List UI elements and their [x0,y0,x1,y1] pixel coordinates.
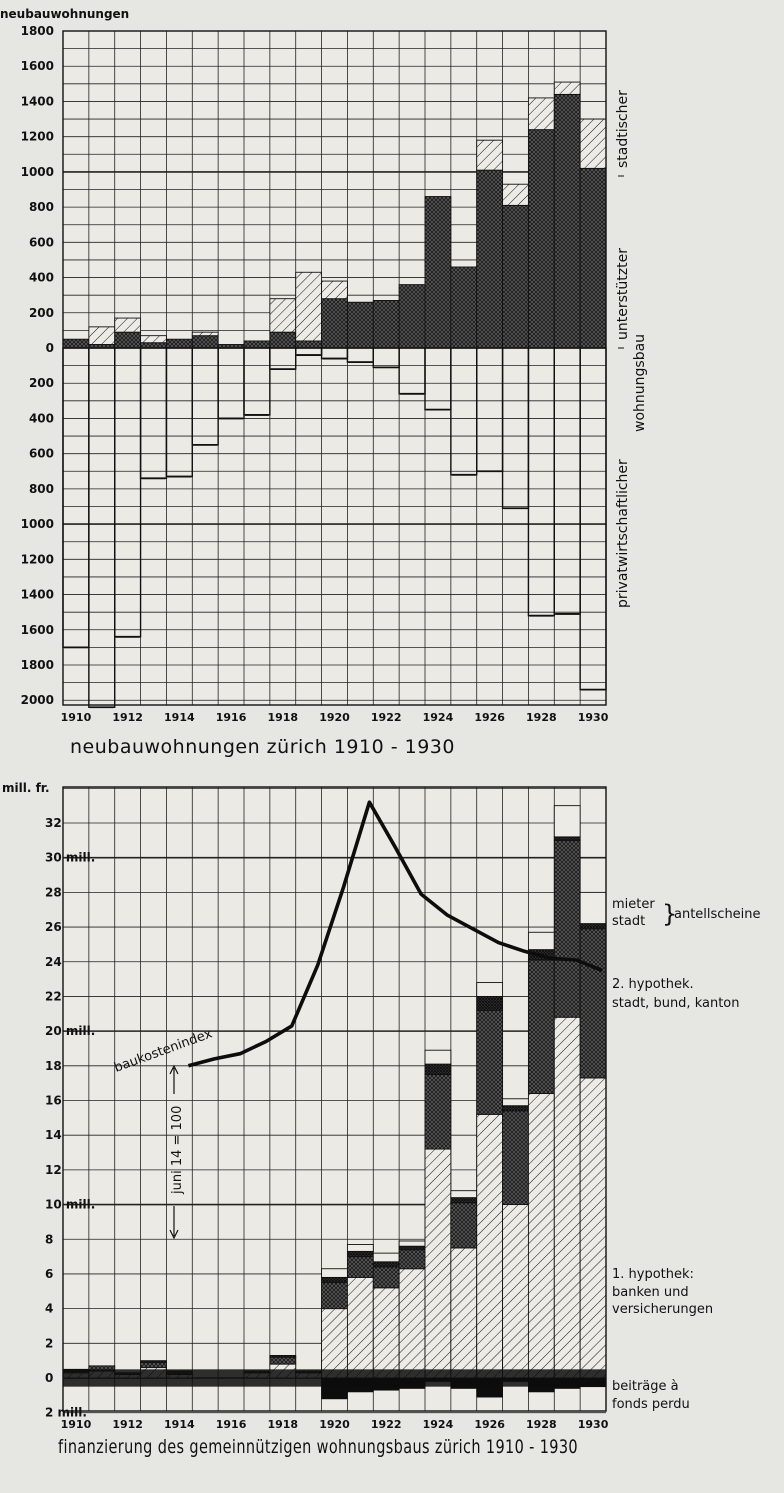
top-y-tick-label: 600 [28,235,54,250]
top-bar-segment [477,140,503,170]
top-bar-segment [296,341,322,348]
bottom-y-tick-label: 18 [45,1058,62,1073]
bottom-bar-segment [270,1355,296,1357]
bottom-bar-segment [528,932,554,949]
bottom-bar-segment [347,1277,373,1378]
legend-brace: } [662,900,678,928]
top-y-tick-label: 800 [28,481,54,496]
top-y-tick-label: 200 [28,305,54,320]
top-bar-segment [322,299,348,348]
legend-mieter: mieter [612,897,655,912]
top-bar-segment [554,82,580,94]
bottom-bar-segment [425,1064,451,1074]
bottom-bar-segment [399,1250,425,1269]
top-y-tick-label: 1200 [20,129,54,144]
bottom-bar-segment [399,1241,425,1246]
bottom-bar-segment [141,1362,167,1367]
top-y-tick-label: 0 [45,341,54,355]
bottom-y-tick-label: 30 mill. [45,850,96,865]
bottom-y-tick-label: 2 mill. [45,1405,87,1420]
bottom-bar-segment [322,1269,348,1278]
bottom-bar-segment [399,1269,425,1378]
top-y-tick-label: 400 [28,270,54,285]
bottom-y-tick-label: 8 [45,1232,54,1247]
bottom-zero-band [63,1369,606,1386]
bottom-x-tick-label: 1922 [370,1418,402,1431]
top-y-tick-label: 200 [28,376,54,391]
top-bar-segment [451,267,477,348]
bottom-bar-segment [477,983,503,997]
top-x-tick-label: 1912 [112,711,143,724]
bottom-bar-segment [322,1309,348,1378]
bottom-x-tick-label: 1912 [112,1418,143,1431]
top-y-tick-label: 1800 [20,24,54,38]
bottom-bar-segment [503,1106,529,1111]
legend-hyp1-line3: versicherungen [612,1302,714,1317]
top-bar-segment [63,339,89,348]
bottom-chart [2,781,609,1431]
bottom-bar-segment [477,996,503,1010]
top-bar-segment [296,272,322,341]
bottom-bar-segment [322,1283,348,1309]
top-bar-segment [89,327,115,345]
bottom-y-tick-label: mill. fr. [2,781,50,795]
bottom-bar-segment [270,1357,296,1364]
legend-beitraege-line2: fonds perdu [612,1397,690,1412]
bottom-bar-segment [425,1149,451,1378]
top-bar-segment [580,168,606,348]
top-y-tick-label: 1000 [20,517,54,532]
top-y-tick-label: 1000 [20,164,54,179]
top-ylabel: neubauwohnungen [0,7,130,21]
bottom-y-tick-label: 28 [45,885,62,900]
bottom-y-tick-label: 32 [45,816,62,830]
bottom-y-tick-label: 22 [45,989,62,1004]
legend-hyp1-line1: 1. hypothek: [612,1267,694,1282]
side-label-wohnungsbau-1: wohnungsbau [632,333,648,432]
top-plot-bg [63,31,606,705]
bottom-bar-segment [451,1198,477,1203]
bottom-y-tick-label: 0 [45,1371,54,1385]
top-y-tick-label: 1200 [20,552,54,567]
bottom-y-tick-label: 6 [45,1266,54,1281]
top-x-tick-label: 1918 [267,711,299,724]
top-bar-segment [322,281,348,299]
top-bar-segment [503,205,529,348]
top-x-tick-label: 1930 [577,711,609,724]
bottom-bar-segment [528,1094,554,1378]
bottom-bar-segment [322,1277,348,1282]
bottom-bar-segment [477,1010,503,1114]
top-bar-segment [373,300,399,348]
bottom-bar-segment [580,892,606,923]
side-label-unterstuetzter: unterstützter [615,248,631,340]
bottom-x-tick-label: 1916 [215,1418,247,1431]
top-bar-segment [115,332,141,348]
bottom-bar-segment [503,1099,529,1106]
top-x-tick-label: 1910 [60,711,92,724]
bottom-bar-segment [347,1244,373,1251]
bottom-bar-segment [503,1205,529,1378]
bottom-x-tick-label: 1920 [319,1418,350,1431]
bottom-y-tick-label: 26 [45,920,62,935]
bottom-x-tick-label: 1930 [577,1418,609,1431]
bottom-x-tick-label: 1928 [526,1418,557,1431]
top-bar-segment [192,336,218,348]
bottom-bar-segment [399,1246,425,1249]
bottom-bar-segment [373,1262,399,1267]
bottom-y-tick-label: 14 [45,1128,62,1143]
bottom-y-tick-label: 10 mill. [45,1197,96,1212]
top-x-tick-label: 1916 [215,711,247,724]
legend-beitraege-line1: beiträge à [612,1379,679,1394]
bottom-bar-segment [580,1078,606,1378]
top-bar-segment [347,302,373,348]
bottom-x-tick-label: 1914 [164,1418,195,1431]
bottom-bar-segment [373,1288,399,1378]
top-bar-segment [192,332,218,336]
bottom-bar-segment [425,1050,451,1064]
top-bar-segment [244,341,270,348]
top-bar-segment [166,339,192,348]
baukostenindex-label: baukostenindex [112,1026,215,1076]
top-y-tick-label: 800 [28,200,54,215]
top-bar-segment [270,299,296,332]
top-x-tick-label: 1928 [526,711,557,724]
top-y-tick-label: 1600 [20,622,54,637]
bottom-bar-segment [451,1248,477,1378]
bottom-y-tick-label: 20 mill. [45,1024,96,1039]
bottom-bar-segment [141,1361,167,1363]
bottom-bar-segment [425,1074,451,1149]
bottom-bar-segment [554,806,580,837]
top-bar-segment [141,343,167,348]
bottom-bar-segment [373,1253,399,1262]
bottom-bar-segment [580,929,606,1078]
top-y-tick-label: 2000 [20,693,54,708]
bottom-bar-segment [554,840,580,1017]
bottom-bar-segment [503,1111,529,1205]
top-bar-segment [141,336,167,343]
top-x-tick-label: 1914 [164,711,195,724]
bottom-x-tick-label: 1918 [267,1418,299,1431]
bottom-bar-segment [580,924,606,929]
bottom-x-tick-label: 1924 [422,1418,454,1431]
bottom-x-tick-label: 1926 [474,1418,505,1431]
top-bar-segment [528,130,554,348]
top-chart-title: neubauwohnungen zürich 1910 - 1930 [70,736,455,758]
bottom-bar-segment [347,1251,373,1256]
bottom-x-tick-label: 1910 [60,1418,92,1431]
bottom-bar-segment [554,837,580,840]
legend-hyp2-line2: stadt, bund, kanton [612,996,740,1011]
bottom-y-tick-label: 16 [45,1093,62,1108]
bottom-bar-segment [347,1257,373,1278]
bottom-y-tick-label: 4 [45,1301,54,1316]
top-x-tick-label: 1922 [370,711,402,724]
top-bar-segment [528,98,554,130]
top-bar-segment [477,170,503,348]
top-y-tick-label: 400 [28,411,54,426]
legend-hyp1-line2: banken und [612,1285,689,1300]
top-bar-segment [115,318,141,332]
bottom-bar-segment [451,1191,477,1198]
top-x-tick-label: 1920 [319,711,350,724]
top-y-tick-label: 1600 [20,59,54,74]
top-bar-segment [580,119,606,168]
legend-hyp2-line1: 2. hypothek. [612,977,694,992]
side-label-staedtischer: stadtischer [615,90,631,168]
bottom-bar-segment [554,1017,580,1378]
top-bar-segment [503,184,529,205]
side-label-privatwirtschaftlicher: privatwirtschaftlicher [615,459,631,608]
top-bar-segment [270,332,296,348]
top-x-tick-label: 1924 [422,711,454,724]
top-y-tick-label: 1400 [20,587,54,602]
legend-stadt: stadt [612,914,646,929]
bottom-bar-segment [451,1203,477,1248]
top-bar-segment [554,94,580,348]
bottom-bar-segment [528,960,554,1094]
top-bar-segment [425,197,451,348]
legend-antellscheine: antellscheine [674,907,761,922]
bottom-y-tick-label: 12 [45,1162,62,1177]
top-y-tick-label: 1800 [20,658,54,672]
top-y-tick-label: 600 [28,446,54,461]
top-bar-segment [399,285,425,348]
bottom-bar-segment [373,1267,399,1288]
top-x-tick-label: 1926 [474,711,505,724]
basis-annotation: juni 14 = 100 [170,1105,185,1194]
top-y-tick-label: 1400 [20,94,54,109]
bottom-y-tick-label: 2 [45,1336,54,1351]
bottom-chart-title: finanzierung des gemeinnützigen wohnungsbaus zürich 1910 - 1930 [58,1436,578,1458]
top-chart [21,24,609,724]
bottom-bar-segment [477,1114,503,1378]
bottom-y-tick-label: 24 [45,954,62,969]
